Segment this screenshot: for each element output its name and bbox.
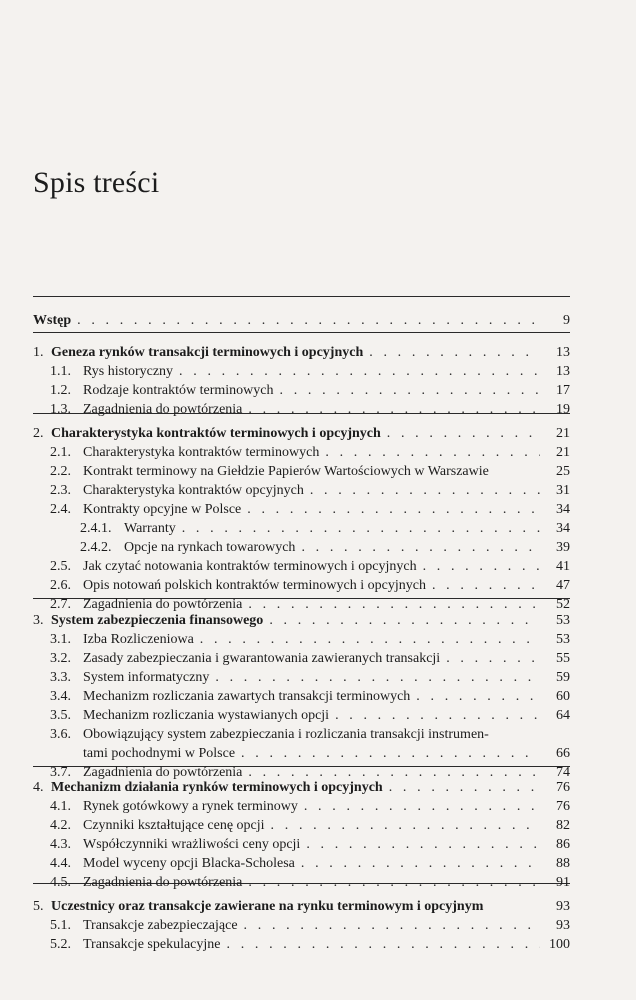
toc-entry-number: 1.2. xyxy=(50,383,71,398)
toc-entry xyxy=(33,630,570,649)
toc-entry-title: Transakcje spekulacyjne xyxy=(83,937,221,952)
toc-entry-number: 2.1. xyxy=(50,445,71,460)
toc-entry-page: 53 xyxy=(556,632,570,647)
toc-entry xyxy=(33,744,570,763)
toc-dot-leader xyxy=(301,854,540,873)
toc-entry xyxy=(33,500,570,519)
toc-entry-page: 52 xyxy=(556,597,570,612)
toc-entry-page: 47 xyxy=(556,578,570,593)
toc-dot-leader xyxy=(369,343,540,362)
toc-entry-page: 66 xyxy=(556,746,570,761)
toc-dot-leader xyxy=(423,557,540,576)
toc-entry xyxy=(33,424,570,443)
toc-entry-number: 2.6. xyxy=(50,578,71,593)
toc-entry-page: 93 xyxy=(556,918,570,933)
toc-dot-leader xyxy=(280,381,540,400)
toc-entry xyxy=(33,649,570,668)
toc-entry xyxy=(33,519,570,538)
toc-entry-page: 82 xyxy=(556,818,570,833)
toc-entry xyxy=(33,725,570,744)
toc-entry-page: 34 xyxy=(556,521,570,536)
toc-entry-page: 21 xyxy=(556,445,570,460)
toc-entry xyxy=(33,687,570,706)
toc-entry-number: 2.3. xyxy=(50,483,71,498)
toc-entry-number: 2.7. xyxy=(50,597,71,612)
toc-entry-title: Geneza rynków transakcji terminowych i opcyjnych xyxy=(51,345,364,360)
toc-entry-number: 3. xyxy=(33,613,44,628)
toc-entry xyxy=(33,576,570,595)
toc-dot-leader xyxy=(271,816,540,835)
toc-entry xyxy=(33,797,570,816)
toc-entry xyxy=(33,873,570,892)
toc-entry-title: Opis notowań polskich kontraktów terminowych i opcyjnych xyxy=(83,578,426,593)
toc-entry-page: 9 xyxy=(563,313,570,328)
toc-entry-number: 4.3. xyxy=(50,837,71,852)
toc-dot-leader xyxy=(387,424,540,443)
toc-entry xyxy=(33,935,570,954)
toc-entry-title: Kontrakt terminowy na Giełdzie Papierów Wartościowych w Warszawie xyxy=(83,464,489,479)
toc-entry-number: 4.5. xyxy=(50,875,71,890)
toc-entry-title: Rys historyczny xyxy=(83,364,174,379)
toc-entry-number: 1.1. xyxy=(50,364,71,379)
toc-entry xyxy=(33,778,570,797)
toc-entry-page: 53 xyxy=(556,613,570,628)
toc-entry-number: 3.1. xyxy=(50,632,71,647)
toc-entry-number: 3.3. xyxy=(50,670,71,685)
toc-entry xyxy=(33,854,570,873)
toc-entry-number: 3.2. xyxy=(50,651,71,666)
toc-entry xyxy=(33,443,570,462)
toc-entry-number: 4.1. xyxy=(50,799,71,814)
toc-entry-number: 3.7. xyxy=(50,765,71,780)
toc-entry xyxy=(33,400,570,419)
toc-dot-leader xyxy=(179,362,540,381)
toc-entry-title: Obowiązujący system zabezpieczania i rozliczania transakcji instrumen- xyxy=(83,727,489,742)
toc-entry xyxy=(33,897,570,916)
toc-entry-number: 2.4.2. xyxy=(80,540,112,555)
toc-entry-title: Współczynniki wrażliwości ceny opcji xyxy=(83,837,301,852)
toc-dot-leader xyxy=(325,443,540,462)
toc-entry-title: Charakterystyka kontraktów opcyjnych xyxy=(83,483,304,498)
toc-entry-page: 93 xyxy=(556,899,570,914)
toc-entry-number: 4. xyxy=(33,780,44,795)
toc-entry-number: 2.2. xyxy=(50,464,71,479)
toc-entry xyxy=(33,916,570,935)
toc-dot-leader xyxy=(416,687,540,706)
toc-entry-page: 76 xyxy=(556,780,570,795)
toc-dot-leader xyxy=(241,744,540,763)
toc-entry-title: tami pochodnymi w Polsce xyxy=(83,746,236,761)
toc-entry-title: Mechanizm działania rynków terminowych i opcyjnych xyxy=(51,780,383,795)
toc-entry-number: 5.1. xyxy=(50,918,71,933)
toc-entry xyxy=(33,668,570,687)
toc-entry-page: 34 xyxy=(556,502,570,517)
toc-entry-number: 3.5. xyxy=(50,708,71,723)
toc-dot-leader xyxy=(269,611,540,630)
toc-entry-title: Mechanizm rozliczania wystawianych opcji xyxy=(83,708,330,723)
toc-entry-page: 91 xyxy=(556,875,570,890)
toc-dot-leader xyxy=(306,835,540,854)
toc-entry xyxy=(33,343,570,362)
toc-entry xyxy=(33,816,570,835)
toc-entry-title: Zasady zabezpieczania i gwarantowania zawieranych transakcji xyxy=(83,651,441,666)
toc-dot-leader xyxy=(335,706,540,725)
toc-entry-page: 13 xyxy=(556,364,570,379)
toc-entry-number: 5. xyxy=(33,899,44,914)
toc-entry-page: 64 xyxy=(556,708,570,723)
divider-top xyxy=(33,296,570,297)
toc-entry-title: Zagadnienia do powtórzenia xyxy=(83,402,243,417)
toc-entry-page: 86 xyxy=(556,837,570,852)
toc-entry-title: Zagadnienia do powtórzenia xyxy=(83,597,243,612)
toc-entry-title: Jak czytać notowania kontraktów terminowych i opcyjnych xyxy=(83,559,417,574)
toc-dot-leader xyxy=(446,649,540,668)
toc-dot-leader xyxy=(248,400,540,419)
toc-dot-leader xyxy=(304,797,540,816)
toc-entry-number: 1. xyxy=(33,345,44,360)
toc-entry-title: Czynniki kształtujące cenę opcji xyxy=(83,818,265,833)
toc-entry-number: 1.3. xyxy=(50,402,71,417)
toc-dot-leader xyxy=(310,481,540,500)
toc-entry-title: Rynek gotówkowy a rynek terminowy xyxy=(83,799,298,814)
page-title: Spis treści xyxy=(33,166,160,199)
toc-entry-page: 17 xyxy=(556,383,570,398)
toc-entry-title: Opcje na rynkach towarowych xyxy=(124,540,296,555)
toc-entry-title: Charakterystyka kontraktów terminowych i opcyjnych xyxy=(51,426,381,441)
toc-entry-number: 4.2. xyxy=(50,818,71,833)
toc-dot-leader xyxy=(247,500,540,519)
toc-entry-title: Model wyceny opcji Blacka-Scholesa xyxy=(83,856,295,871)
toc-entry-page: 13 xyxy=(556,345,570,360)
toc-entry-number: 2.5. xyxy=(50,559,71,574)
toc-entry xyxy=(33,381,570,400)
toc-dot-leader xyxy=(244,916,540,935)
toc-entry-title: System informatyczny xyxy=(83,670,210,685)
toc-entry xyxy=(33,835,570,854)
toc-entry-page: 59 xyxy=(556,670,570,685)
toc-entry-page: 31 xyxy=(556,483,570,498)
toc-entry xyxy=(33,706,570,725)
toc-entry-title: Izba Rozliczeniowa xyxy=(83,632,194,647)
toc-dot-leader xyxy=(301,538,540,557)
toc-entry-title: Uczestnicy oraz transakcje zawierane na rynku terminowym i opcyjnym xyxy=(51,899,484,914)
toc-entry-number: 5.2. xyxy=(50,937,71,952)
toc-entry-title: Transakcje zabezpieczające xyxy=(83,918,238,933)
toc-entry-page: 21 xyxy=(556,426,570,441)
toc-entry xyxy=(33,311,570,330)
toc-entry-page: 76 xyxy=(556,799,570,814)
toc-entry-number: 3.4. xyxy=(50,689,71,704)
toc-dot-leader xyxy=(215,668,540,687)
toc-entry-page: 100 xyxy=(549,937,570,952)
toc-entry-title: Mechanizm rozliczania zawartych transakcji terminowych xyxy=(83,689,411,704)
toc-entry-page: 41 xyxy=(556,559,570,574)
toc-entry-page: 55 xyxy=(556,651,570,666)
toc-entry-title: Zagadnienia do powtórzenia xyxy=(83,875,243,890)
toc-dot-leader xyxy=(182,519,540,538)
toc-dot-leader xyxy=(227,935,541,954)
toc-dot-leader xyxy=(389,778,540,797)
toc-dot-leader xyxy=(200,630,540,649)
toc-entry-page: 88 xyxy=(556,856,570,871)
toc-entry xyxy=(33,462,570,481)
toc-entry-number: 2.4.1. xyxy=(80,521,112,536)
toc-entry xyxy=(33,362,570,381)
toc-entry xyxy=(33,538,570,557)
toc-entry-number: 3.6. xyxy=(50,727,71,742)
toc-entry-page: 19 xyxy=(556,402,570,417)
toc-entry-page: 60 xyxy=(556,689,570,704)
toc-dot-leader xyxy=(432,576,540,595)
divider-chapter-1 xyxy=(33,332,570,333)
toc-entry-number: 2. xyxy=(33,426,44,441)
toc-entry xyxy=(33,557,570,576)
toc-entry-title: System zabezpieczenia finansowego xyxy=(51,613,264,628)
toc-entry-title: Zagadnienia do powtórzenia xyxy=(83,765,243,780)
toc-entry-page: 74 xyxy=(556,765,570,780)
toc-entry-number: 2.4. xyxy=(50,502,71,517)
toc-entry-title: Wstęp xyxy=(33,313,72,328)
toc-entry xyxy=(33,481,570,500)
toc-entry-number: 4.4. xyxy=(50,856,71,871)
toc-dot-leader xyxy=(248,873,540,892)
toc-entry-title: Warranty xyxy=(124,521,176,536)
toc-entry-title: Rodzaje kontraktów terminowych xyxy=(83,383,274,398)
toc-dot-leader xyxy=(77,311,540,330)
toc-entry-page: 25 xyxy=(556,464,570,479)
toc-entry-title: Charakterystyka kontraktów terminowych xyxy=(83,445,320,460)
toc-entry-title: Kontrakty opcyjne w Polsce xyxy=(83,502,242,517)
toc-entry-page: 39 xyxy=(556,540,570,555)
toc-entry xyxy=(33,611,570,630)
